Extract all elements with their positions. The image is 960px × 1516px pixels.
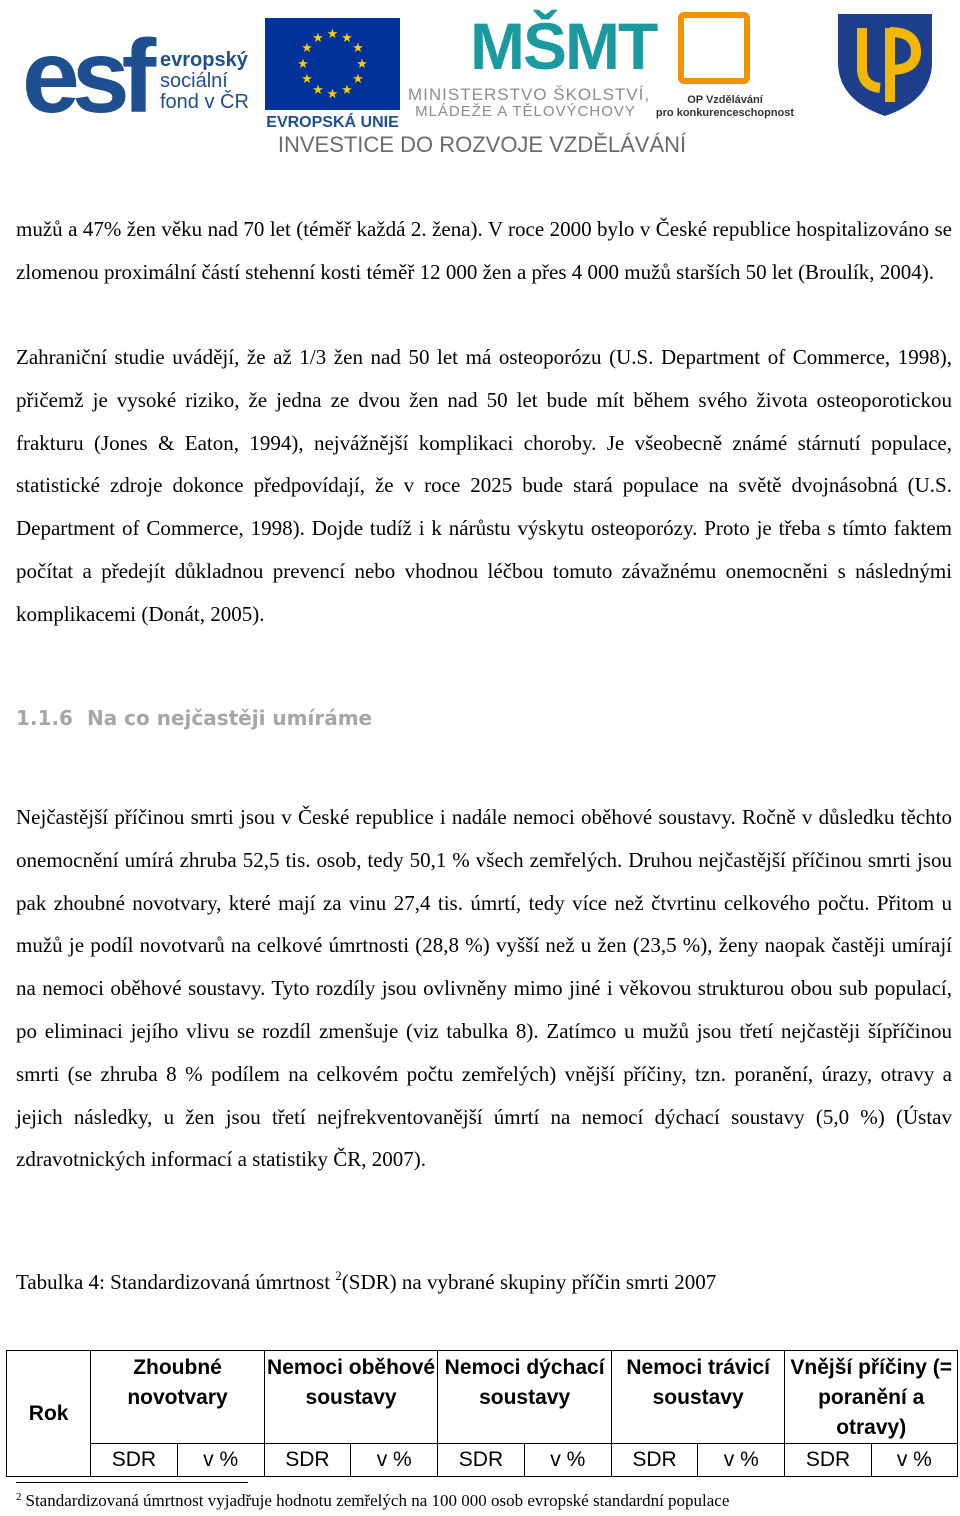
column-header-group: Zhoubné novotvary — [91, 1351, 265, 1444]
svg-text:★: ★ — [326, 87, 339, 102]
eu-logo — [265, 18, 400, 131]
opvk-line-2: pro konkurenceschopnost — [655, 107, 795, 119]
svg-text:★: ★ — [326, 27, 339, 42]
logo-header — [0, 0, 960, 170]
msmt-line-1: MINISTERSTVO ŠKOLSTVÍ, — [408, 85, 651, 104]
column-header-group: Nemoci trávicí soustavy — [611, 1351, 785, 1444]
footnote — [16, 1491, 729, 1511]
table-subheader-row — [7, 1444, 958, 1477]
eu-flag-icon — [265, 18, 400, 110]
footnote-ref: 2 — [335, 1268, 342, 1283]
opvk-square-icon — [678, 12, 750, 84]
tagline: INVESTICE DO ROZVOJE VZDĚLÁVÁNÍ — [277, 132, 687, 157]
upol-shield-icon — [834, 10, 936, 120]
subheader-cell: SDR — [438, 1444, 524, 1477]
paragraph-2: Zahraniční studie uvádějí, že až 1/3 žen nad 50 let má osteoporózu (U.S. Department of Commerce, 1998), přičemž je vysoké riziko, že jedna ze dvou žen nad 50 let bude mít během svého života osteoporotickou frakturu (Jones & Eaton, 1994), nejvážnější komplikaci choroby. Je všeobecně známé stárnutí populace, statistické zdroje dokonce předpovídají, že v roce 2025 bude stará populace na světě dvojnásobná (U.S. Department of Commerce, 1998). Dojde tudíž i k nárůstu výskytu osteoporózy. Proto je třeba s tímto faktem počítat a předejít důkladnou prevencí nebo vhodnou léčbou tomuto závažnému onemocněni s následnými komplikacemi (Donát, 2005). — [16, 345, 952, 626]
column-header-rok: Rok — [7, 1351, 91, 1477]
subheader-cell: SDR — [91, 1444, 177, 1477]
esf-line-1: evropský — [160, 49, 248, 71]
svg-text:★: ★ — [356, 57, 368, 72]
esf-line-3: fond v ČR — [160, 91, 249, 113]
upol-logo — [834, 10, 936, 120]
esf-logo — [22, 28, 257, 128]
subheader-cell: SDR — [264, 1444, 350, 1477]
paragraph-3: Nejčastější příčinou smrti jsou v České republice i nadále nemoci oběhové soustavy. Ročně v důsledku těchto onemocnění umírá zhruba 52,5 tis. osob, tedy 50,1 % všech zemřelých. Druhou nejčastější příčinou smrti jsou pak zhoubné novotvary, které mají za vinu 27,4 tis. úmrtí, tedy více než čtvrtinu celkového počtu. Přitom u mužů je podíl novotvarů na celkové úmrtnosti (28,8 %) vyšší než u žen (23,5 %), ženy naopak častěji umírají na nemoci oběhové soustavy. Tyto rozdíly jsou ovlivněny mimo jiné i věkovou strukturou obou sub populací, po eliminaci jejího vlivu se rozdíl zmenšuje (viz tabulka 8). Zatímco u mužů jsou třetí nejčastěji šípříčinou smrti (se zhruba 8 % podílem na celkovém počtu zemřelých) vnější příčiny, tzn. poranění, úrazy, otravy a jejich následky, u žen jsou třetí nejfrekventovanější úmrtí na nemocí dýchací soustavy (5,0 %) (Ústav zdravotnických informací a statistiky ČR, 2007). — [16, 805, 952, 1172]
opvk-line-1: OP Vzdělávání — [687, 94, 763, 106]
svg-text:★: ★ — [341, 83, 353, 98]
svg-text:★: ★ — [341, 31, 353, 46]
column-header-group: Vnější příčiny (= poranění a otravy) — [785, 1351, 958, 1444]
subheader-cell: v % — [351, 1444, 438, 1477]
subheader-cell: v % — [177, 1444, 264, 1477]
column-header-group: Nemoci oběhové soustavy — [264, 1351, 438, 1444]
mortality-table — [6, 1350, 958, 1477]
footnote-mark: 2 — [16, 1491, 22, 1503]
svg-text:★: ★ — [312, 83, 324, 98]
subheader-cell: v % — [698, 1444, 785, 1477]
table-header-row — [7, 1351, 958, 1444]
caption-text-start: Tabulka 4: Standardizovaná úmrtnost — [16, 1270, 336, 1294]
msmt-line-2: MLÁDEŽE A TĚLOVÝCHOVY — [415, 103, 636, 120]
svg-text:★: ★ — [301, 72, 313, 87]
subheader-cell: v % — [871, 1444, 957, 1477]
msmt-mark-icon: MŠMT — [470, 9, 657, 83]
footnote-divider — [16, 1482, 248, 1483]
section-number: 1.1.6 — [16, 706, 73, 730]
table-caption — [16, 1270, 716, 1295]
svg-text:★: ★ — [312, 31, 324, 46]
subheader-cell: v % — [524, 1444, 611, 1477]
esf-line-2: sociální — [160, 70, 228, 92]
eu-label: EVROPSKÁ UNIE — [266, 114, 399, 131]
footnote-text: Standardizovaná úmrtnost vyjadřuje hodnotu zemřelých na 100 000 osob evropské standardní populace — [25, 1491, 730, 1510]
caption-text-end: (SDR) na vybrané skupiny příčin smrti 2007 — [341, 1270, 717, 1294]
paragraph-1: mužů a 47% žen věku nad 70 let (téměř každá 2. žena). V roce 2000 bylo v České republice hospitalizováno se zlomenou proximální částí stehenní kosti téměř 12 000 žen a přes 4 000 mužů starších 50 let (Broulík, 2004). — [16, 217, 952, 284]
subheader-cell: SDR — [785, 1444, 871, 1477]
svg-text:esf: esf — [22, 28, 149, 128]
subheader-cell: SDR — [611, 1444, 697, 1477]
section-heading — [16, 706, 372, 730]
svg-text:★: ★ — [301, 41, 313, 56]
column-header-group: Nemoci dýchací soustavy — [438, 1351, 612, 1444]
esf-mark-icon — [22, 28, 157, 128]
opvk-logo — [650, 12, 800, 127]
msmt-logo — [408, 8, 657, 128]
svg-text:★: ★ — [297, 57, 309, 72]
svg-text:★: ★ — [352, 41, 364, 56]
svg-text:★: ★ — [352, 72, 364, 87]
section-title: Na co nejčastěji umíráme — [86, 706, 373, 730]
